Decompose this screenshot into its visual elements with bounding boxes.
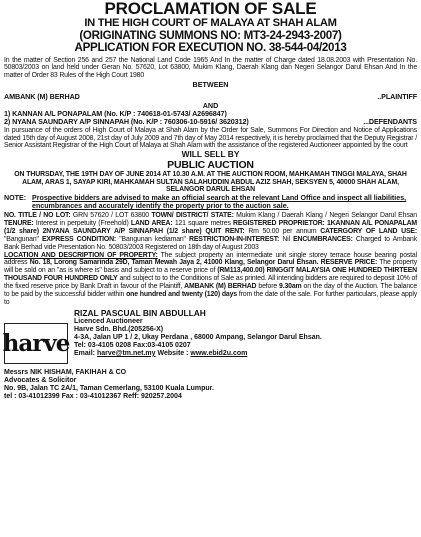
particulars-paragraph	[4, 212, 417, 252]
particular-label: NO. TITLE / NO LOT:	[4, 212, 71, 220]
particular-label: TENURE:	[4, 219, 34, 227]
plaintiff-role: ..PLAINTIFF	[377, 92, 417, 102]
conditions-text: and subject to to the Conditions of Sale as printed. All intending bidders are required to deposit 10% of the fixed reserve price by Bank Draft in favour of the Plaintiff,	[4, 275, 418, 291]
auctioneer-title: Licenced Auctioneer	[74, 317, 143, 325]
note-text: Prospective bidders are advised to make an official search at the relevant Land Office and inspect all liabilities, encumbrances and accurately identify the property prior to the auction sale.	[32, 194, 407, 211]
intro-paragraph: In the matter of Section 256 and 257 the National Land Code 1965 And In the matter of Charge dated 18.08.2003 with Presentation No. 50803/2003 on land held under Geran No. 57620, Lot 63800, Mukim Klang, Daerah Klang dan Negeri Selangor Darul Ehsan And In the matter of Order 83 Rules of the High Court 1980	[4, 56, 417, 80]
defendant-1: 1) KANNAN A/L PONAPALAM (No. K/P : 740618-01-5743/ A2696847)	[4, 109, 227, 119]
location-text: The subject property an intermediate unit single storey terrace house bearing postal address	[4, 251, 417, 267]
auctioneer-company: Harve Sdn. Bhd.(205256-X)	[74, 325, 164, 333]
email-link[interactable]: harve@tm.net.my	[96, 349, 156, 357]
particular-label: EXPRESS CONDITION:	[41, 235, 117, 243]
deposit-time: 9.30am	[279, 283, 302, 291]
particular-label: QUIT RENT:	[205, 227, 245, 235]
auctioneer-address: 4-3A, Jalan UP 1 / 2, Ukay Perdana , 68000 Ampang, Selangor Darul Ehsan.	[74, 333, 322, 341]
particular-label: TOWN/ DISTRICT/ STATE:	[151, 212, 234, 220]
particular-value: Nil	[279, 235, 294, 243]
website-label: Website :	[155, 349, 191, 357]
application-number: APPLICATION FOR EXECUTION NO. 38-544-04/2013	[74, 41, 347, 54]
location-label: LOCATION AND DESCRIPTION OF PROPERTY:	[4, 251, 158, 259]
particular-label: CATERGORY OF LAND USE:	[320, 227, 418, 235]
defendants-role: ...DEFENDANTS	[363, 117, 417, 127]
and-label: AND	[202, 100, 219, 110]
location-paragraph	[4, 252, 417, 307]
auctioneer-details	[74, 309, 322, 358]
deposit-before: before	[256, 283, 280, 291]
solicitor-firm: Messrs NIK HISHAM, FAKIHAH & CO	[4, 368, 127, 376]
between-label: BETWEEN	[192, 80, 229, 90]
particular-value: "Bangunan kediaman"	[116, 235, 189, 243]
summons-number: (ORIGINATING SUMMONS NO: MT3-24-2943-2007)	[79, 28, 342, 42]
auctioneer-name: RIZAL PASCUAL BIN ABDULLAH	[74, 307, 206, 318]
solicitors-block	[4, 369, 417, 401]
pursuance-paragraph: In pursuance of the orders of High Court of Malaya at Shah Alam by the Order for Sale, Summons For Direction and Notice of Applications dated 15th day of August 2008, 21st day of July 2009 and 7th day of May 2014 respectively, it is hereby proclaimed that the Deputy Registrar / Senior Assistant Registrar of the High Court of Malaya at Shah Alam with the assistance of the registered Auctioneer appointed by the court	[4, 126, 417, 150]
defendant-row-2	[4, 118, 417, 126]
reserve-price-amount: (RM113,400.00) RINGGIT MALAYSIA ONE HUNDRED THIRTEEN THOUSAND FOUR HUNDRED ONLY	[4, 267, 417, 283]
defendant-2: 2) NYANA SAUNDARY A/P SINNAPAH (No. K/P : 760306-10-5916/ 3620312)	[4, 117, 249, 127]
auctioneer-web	[74, 350, 322, 358]
particular-value: Charged to Ambank Bank Berhad vide Presentation No. 50803/2003 Registered on 18th day of August 2003	[4, 235, 417, 251]
particular-label: LAND AREA:	[130, 219, 173, 227]
solicitor-contact: tel : 03-41012399 Fax : 03-41012367 Reff: 920257.2004	[4, 392, 182, 400]
particular-value: 121 square metres	[172, 219, 234, 227]
note-block	[4, 195, 417, 211]
public-auction-heading: PUBLIC AUCTION	[167, 158, 254, 171]
particular-label: RESTRICTION-IN-INTEREST:	[189, 235, 280, 243]
particular-value: Mukim Klang / Daerah Klang / Negeri Selangor Darul Ehsan	[233, 212, 417, 220]
harve-logo	[4, 323, 68, 364]
reserve-price-text: The property will be sold on an "as is where is" basis and subject to a reserve price of	[4, 259, 418, 275]
court-name: IN THE HIGH COURT OF MALAYA AT SHAH ALAM	[84, 17, 337, 29]
particular-value: Rm 50.00 per annum	[244, 227, 321, 235]
harve-logo-text: harve	[2, 329, 70, 357]
reserve-price-label: RESERVE PRICE:	[318, 259, 378, 267]
particular-value: "Bangunan"	[4, 235, 42, 243]
balance-text: on the day of the Auction. The balance to be paid by the successful bidder within	[4, 283, 417, 299]
note-label: NOTE:	[4, 194, 27, 203]
balance-period: one hundred and twenty (120) days	[126, 291, 237, 299]
auction-details: ON THURSDAY, THE 19TH DAY OF JUNE 2014 AT 10.30 A.M. AT THE AUCTION ROOM, MAHKAMAH TINGGI MALAYA, SHAH ALAM, ARAS 1, SAYAP KIRI, MAHKAMAH SULTAN SALAHUDDIN ABDUL AZIZ SHAH, SEKSYEN 5, 40000 SHAH ALAM, SELANGOR DARUL EHSAN	[14, 170, 407, 194]
particular-value: Interest in perpetuity (Freehold)	[33, 219, 131, 227]
auctioneer-phone: Tel: 03-4105 0208 Fax:03-4105 0207	[74, 341, 191, 349]
particular-label: ENCUMBRANCES:	[293, 235, 353, 243]
deposit-payee: AMBANK (M) BERHAD	[184, 283, 257, 291]
email-label: Email:	[74, 349, 97, 357]
particular-value: 1KANNAN A/L PONAPALAM (1/2 share) 2NYANA SAUNDARY A/P SINNAPAH (1/2 share)	[4, 219, 418, 235]
plaintiff-name: AMBANK (M) BERHAD	[4, 92, 80, 102]
apply-text: from the date of the sale. For further particulars, please apply to	[4, 291, 417, 306]
auctioneer-block	[4, 309, 417, 364]
particular-label: REGISTERED PROPRIETOR:	[233, 219, 325, 227]
will-sell-by: WILL SELL BY	[181, 149, 240, 160]
particular-value: GRN 57620 / LOT 63800	[70, 212, 152, 220]
solicitor-address: No. 9B, Jalan TC 2A/1, Taman Cemerlang, 53100 Kuala Lumpur.	[4, 384, 214, 392]
property-address: No. 18, Lorong Samarinda 29D, Taman Mewah Jaya 2, 41000 Klang, Selangor Darul Ehsan.	[29, 259, 319, 267]
website-link[interactable]: www.ebid2u.com	[190, 349, 248, 357]
notice-title: PROCLAMATION OF SALE	[104, 0, 317, 18]
solicitor-role: Advocates & Solicitor	[4, 376, 77, 384]
